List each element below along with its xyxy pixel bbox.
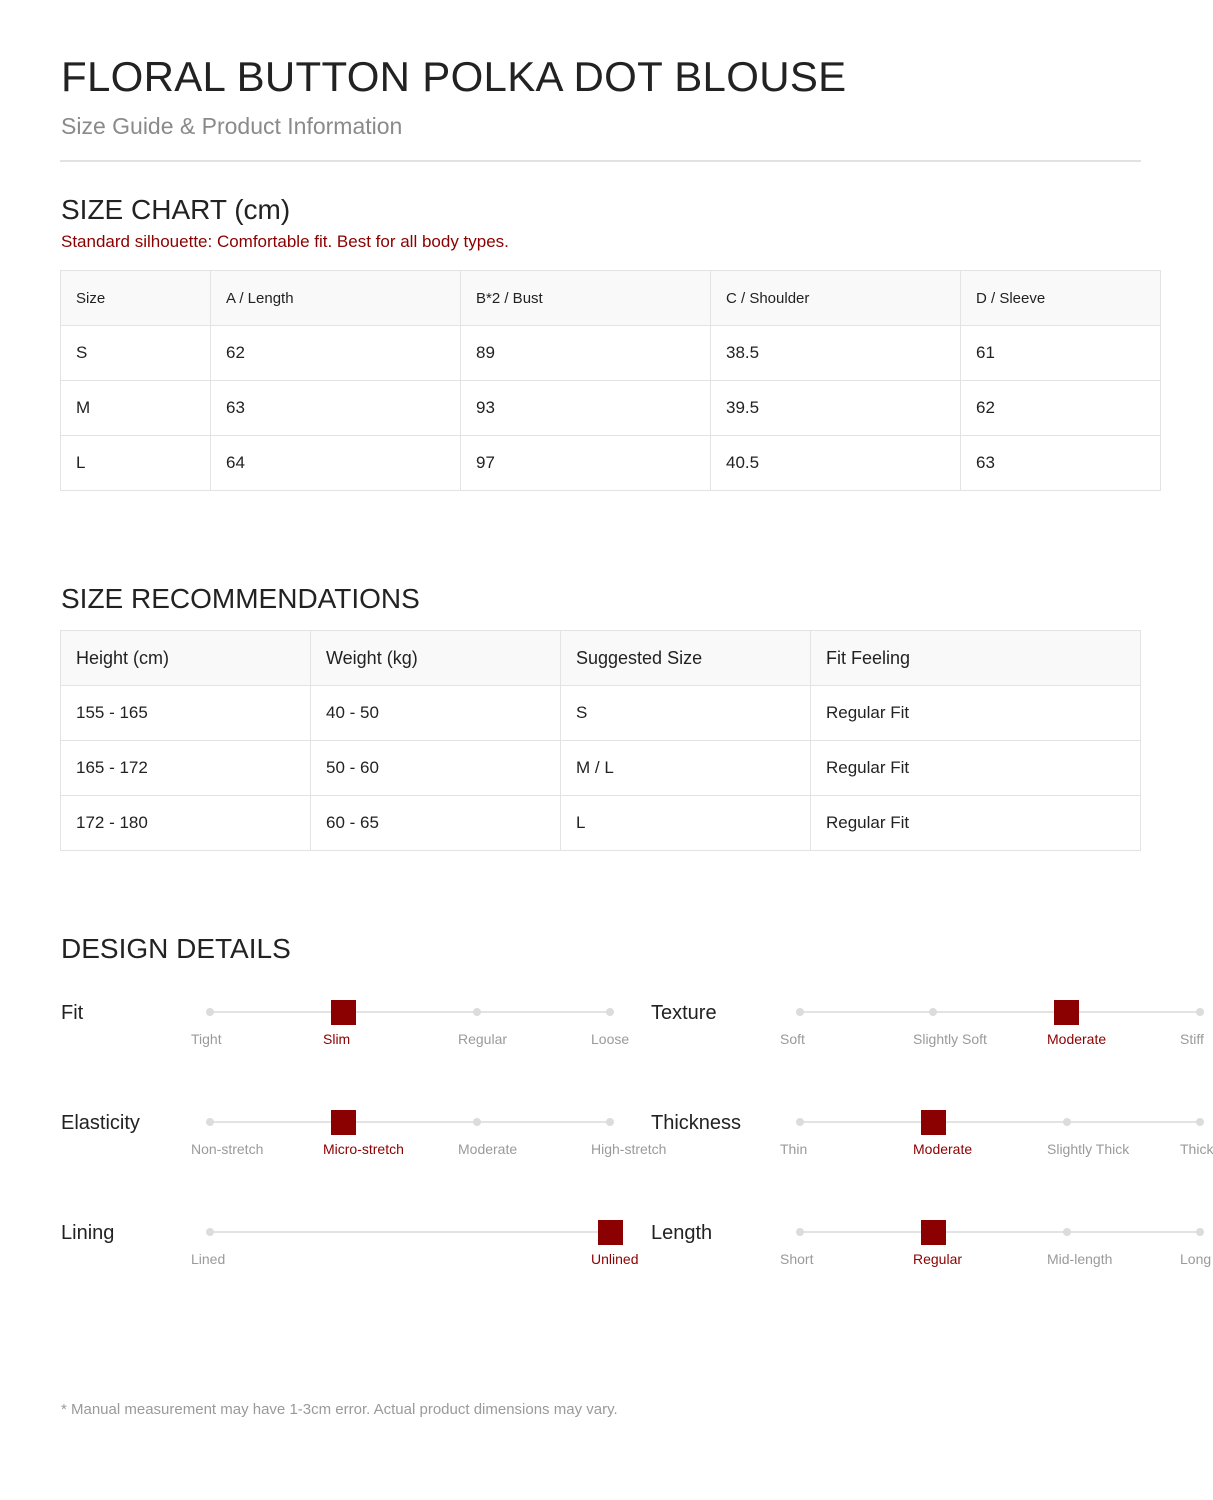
scale-option-label: Stiff: [1180, 1031, 1204, 1047]
page-subtitle: Size Guide & Product Information: [61, 113, 403, 139]
table-cell: M / L: [561, 741, 811, 796]
scale-dot: [1063, 1228, 1071, 1236]
page-title: FLORAL BUTTON POLKA DOT BLOUSE: [61, 53, 847, 100]
attribute-label-fit: Fit: [61, 1002, 84, 1024]
table-cell: Regular Fit: [811, 686, 1141, 741]
scale-dot: [206, 1008, 214, 1016]
table-cell: 63: [211, 381, 461, 436]
table-cell: 61: [961, 326, 1161, 381]
table-cell: 62: [961, 381, 1161, 436]
selected-marker-lining: [598, 1220, 623, 1245]
scale-dot: [796, 1008, 804, 1016]
table-cell: 97: [461, 436, 711, 491]
column-header: A / Length: [211, 271, 461, 326]
scale-dot: [929, 1008, 937, 1016]
table-cell: 63: [961, 436, 1161, 491]
scale-option-label: Unlined: [591, 1251, 639, 1267]
table-row: [61, 436, 1161, 491]
size-chart-table: [60, 270, 1161, 491]
measurement-footnote: * Manual measurement may have 1-3cm error. Actual product dimensions may vary.: [61, 1401, 618, 1418]
scale-option-label: Regular: [913, 1251, 963, 1267]
selected-marker-length: [921, 1220, 946, 1245]
table-row: [61, 796, 1141, 851]
scale-dot: [1196, 1228, 1204, 1236]
scale-track-thickness: [800, 1121, 1200, 1123]
scale-option-label: Moderate: [1047, 1031, 1107, 1047]
scale-option-label: Soft: [780, 1031, 805, 1047]
table-cell: S: [561, 686, 811, 741]
scale-option-label: Mid-length: [1047, 1251, 1113, 1267]
table-cell: 165 - 172: [61, 741, 311, 796]
scale-option-label: Thin: [780, 1141, 808, 1157]
scale-option-label: Short: [780, 1251, 814, 1267]
scale-dot: [606, 1118, 614, 1126]
scale-dot: [796, 1118, 804, 1126]
table-cell: 40.5: [711, 436, 961, 491]
design-details-heading: DESIGN DETAILS: [61, 933, 291, 964]
scale-option-label: Slightly Thick: [1047, 1141, 1130, 1157]
scale-option-label: Non-stretch: [191, 1141, 264, 1157]
selected-marker-texture: [1054, 1000, 1079, 1025]
attribute-label-length: Length: [651, 1222, 713, 1244]
scale-track-lining: [210, 1231, 610, 1233]
table-cell: 64: [211, 436, 461, 491]
scale-option-label: Moderate: [913, 1141, 973, 1157]
scale-dot: [1063, 1118, 1071, 1126]
scale-dot: [473, 1008, 481, 1016]
attribute-label-texture: Texture: [651, 1002, 717, 1024]
scale-dot: [473, 1118, 481, 1126]
table-cell: 40 - 50: [311, 686, 561, 741]
column-header: B*2 / Bust: [461, 271, 711, 326]
selected-marker-thickness: [921, 1110, 946, 1135]
header-divider: [60, 160, 1141, 162]
scale-option-label: Slim: [323, 1031, 351, 1047]
table-header-row: [61, 631, 1141, 686]
scale-option-label: Lined: [191, 1251, 226, 1267]
column-header: Size: [61, 271, 211, 326]
scale-dot: [206, 1228, 214, 1236]
table-cell: L: [61, 436, 211, 491]
scale-dot: [206, 1118, 214, 1126]
scale-dot: [1196, 1118, 1204, 1126]
attribute-label-lining: Lining: [61, 1222, 115, 1244]
table-cell: S: [61, 326, 211, 381]
scale-track-length: [800, 1231, 1200, 1233]
table-cell: M: [61, 381, 211, 436]
scale-option-label: Moderate: [458, 1141, 518, 1157]
table-cell: 60 - 65: [311, 796, 561, 851]
scale-track-fit: [210, 1011, 610, 1013]
column-header: Weight (kg): [311, 631, 561, 686]
scale-option-label: Loose: [591, 1031, 630, 1047]
scale-option-label: Long: [1180, 1251, 1212, 1267]
scale-track-elasticity: [210, 1121, 610, 1123]
table-cell: 39.5: [711, 381, 961, 436]
table-cell: Regular Fit: [811, 796, 1141, 851]
table-cell: 93: [461, 381, 711, 436]
recommendations-heading: SIZE RECOMMENDATIONS: [61, 583, 420, 614]
table-row: [61, 381, 1161, 436]
table-row: [61, 741, 1141, 796]
size-recommendations-table: [60, 630, 1141, 851]
scale-option-label: Micro-stretch: [323, 1141, 404, 1157]
column-header: D / Sleeve: [961, 271, 1161, 326]
selected-marker-fit: [331, 1000, 356, 1025]
table-cell: 50 - 60: [311, 741, 561, 796]
scale-option-label: Slightly Soft: [913, 1031, 987, 1047]
attribute-label-elasticity: Elasticity: [61, 1112, 140, 1134]
table-cell: Regular Fit: [811, 741, 1141, 796]
table-header-row: [61, 271, 1161, 326]
attribute-label-thickness: Thickness: [651, 1112, 742, 1134]
table-cell: L: [561, 796, 811, 851]
scale-option-label: Regular: [458, 1031, 508, 1047]
scale-track-texture: [800, 1011, 1200, 1013]
scale-option-label: Tight: [191, 1031, 222, 1047]
table-cell: 155 - 165: [61, 686, 311, 741]
selected-marker-elasticity: [331, 1110, 356, 1135]
scale-dot: [1196, 1008, 1204, 1016]
scale-option-label: High-stretch: [591, 1141, 667, 1157]
scale-option-label: Thick: [1180, 1141, 1213, 1157]
fit-note: Standard silhouette: Comfortable fit. Best for all body types.: [61, 232, 509, 251]
column-header: C / Shoulder: [711, 271, 961, 326]
column-header: Height (cm): [61, 631, 311, 686]
table-row: [61, 686, 1141, 741]
scale-dot: [796, 1228, 804, 1236]
scale-dot: [606, 1008, 614, 1016]
table-cell: 172 - 180: [61, 796, 311, 851]
table-cell: 89: [461, 326, 711, 381]
column-header: Suggested Size: [561, 631, 811, 686]
table-cell: 38.5: [711, 326, 961, 381]
size-chart-heading: SIZE CHART (cm): [61, 194, 291, 225]
table-cell: 62: [211, 326, 461, 381]
table-row: [61, 326, 1161, 381]
column-header: Fit Feeling: [811, 631, 1141, 686]
